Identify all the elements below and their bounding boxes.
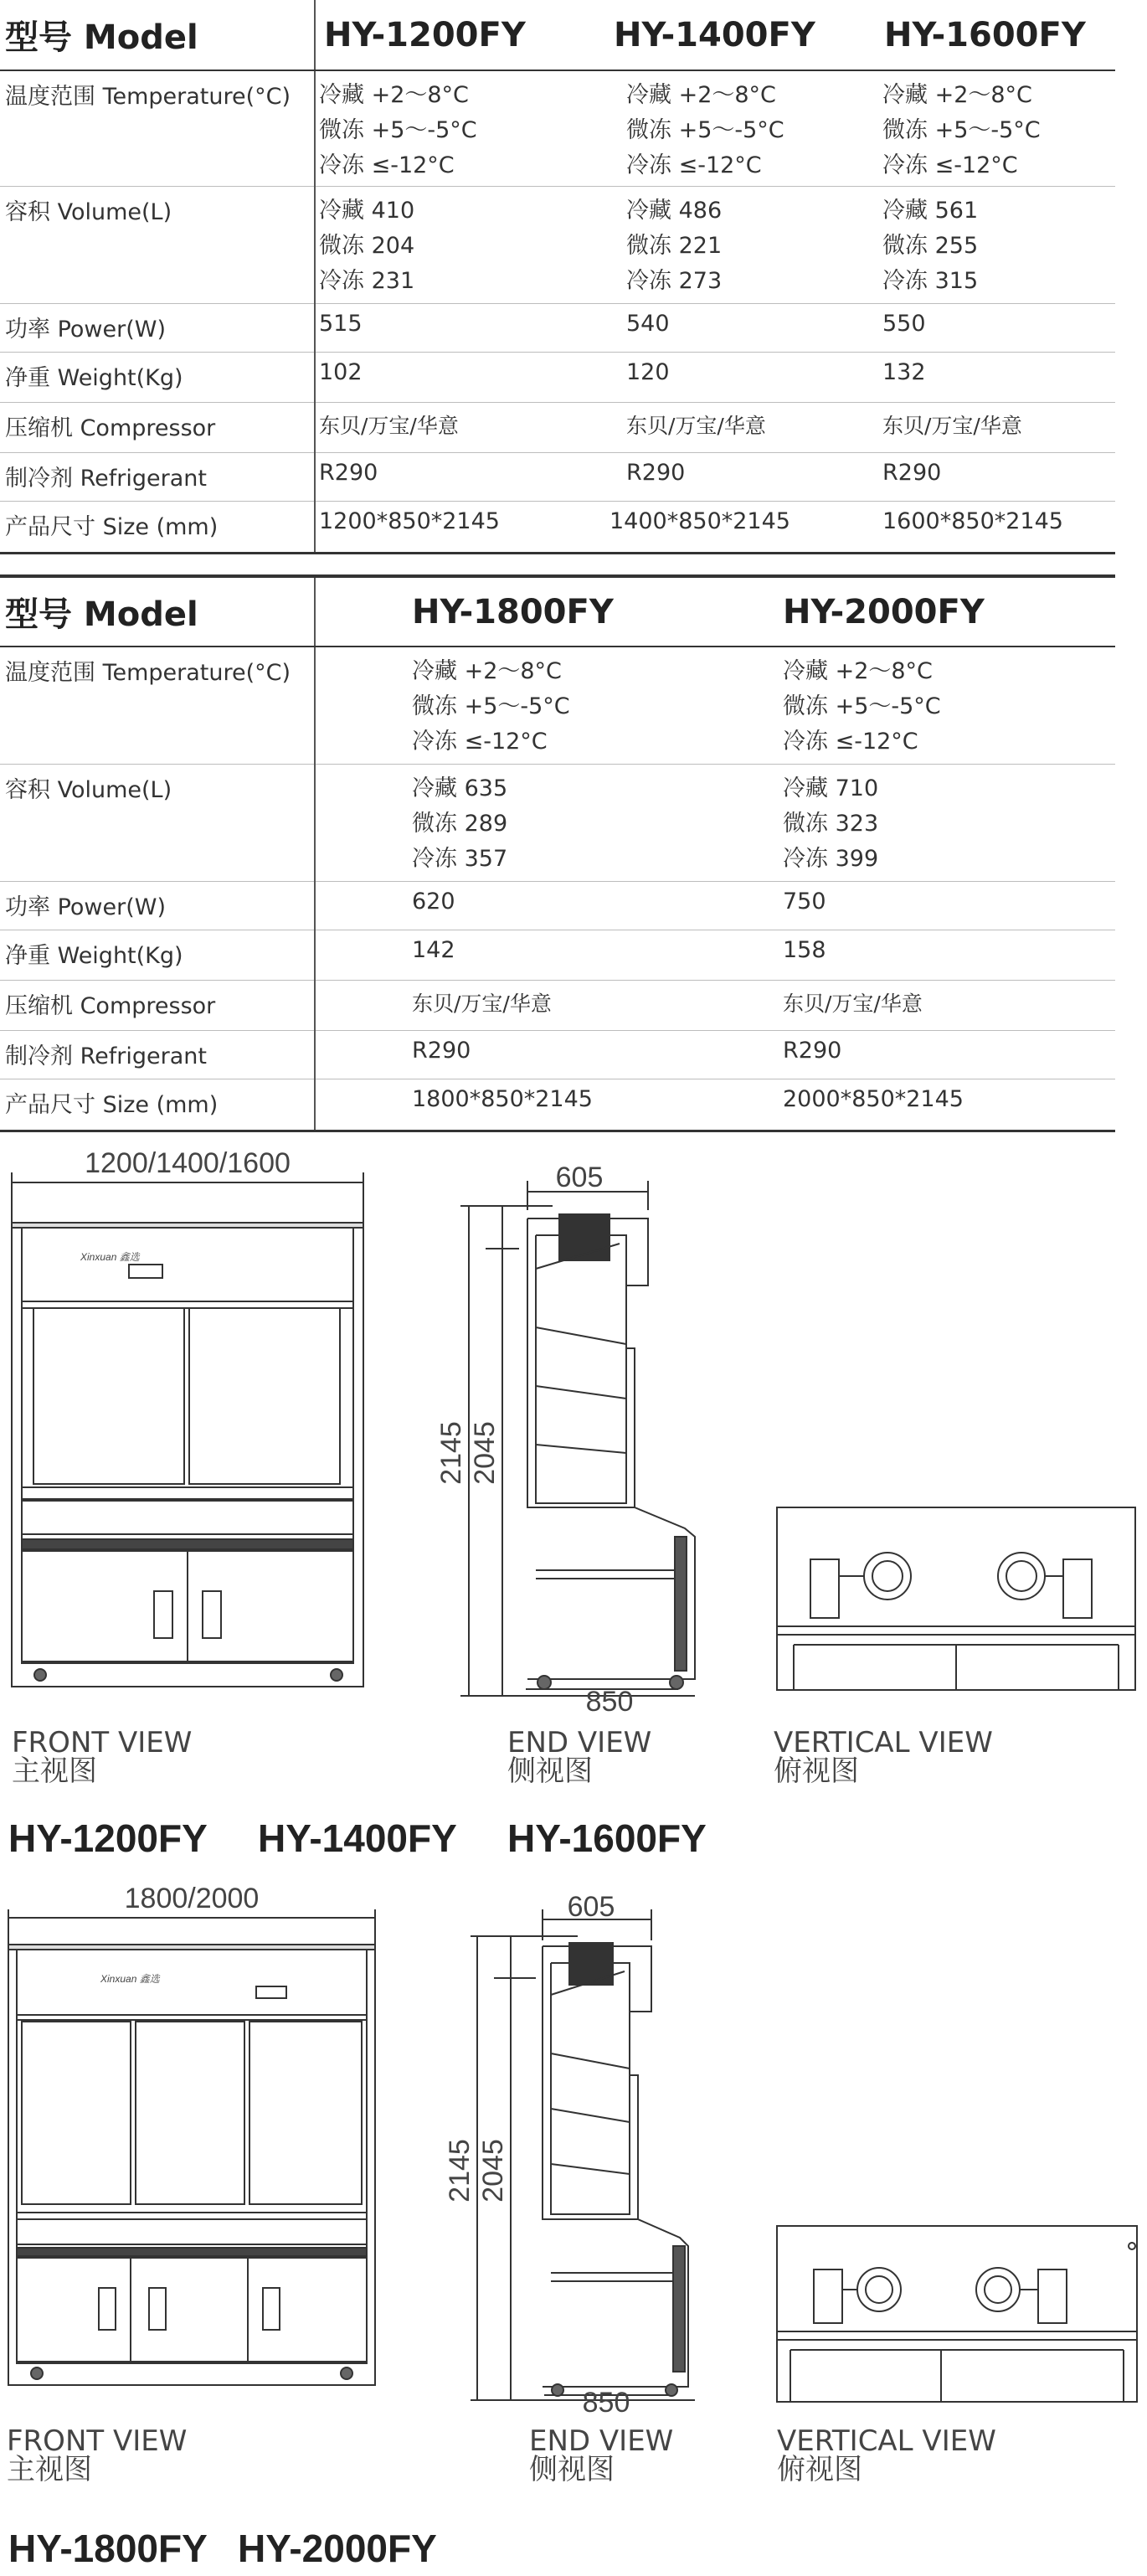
- vertical-view-label: VERTICAL VIEW 俯视图: [774, 1726, 993, 1788]
- table-cell: R290: [315, 1030, 687, 1079]
- drawing-model-3: HY-1600FY: [507, 1816, 707, 1860]
- table-cell: 620: [315, 881, 687, 930]
- row-label-volume: 容积 Volume(L): [0, 764, 315, 881]
- table-cell: 2000*850*2145: [687, 1079, 1115, 1131]
- row-label-refrigerant: 制冷剂 Refrigerant: [0, 452, 315, 501]
- row-label-power: 功率 Power(W): [0, 881, 315, 930]
- spec-table-1: [0, 0, 1115, 554]
- table-cell: 142: [315, 930, 687, 980]
- model-name: HY-1200FY: [315, 0, 597, 70]
- table-cell: 东贝/万宝/华意: [597, 402, 874, 452]
- front-width-dimension: 1200/1400/1600: [85, 1147, 291, 1179]
- end-view-drawing-1: [435, 1162, 737, 1718]
- drawing-model-1: HY-1800FY: [8, 2527, 208, 2570]
- table-cell: 550: [874, 303, 1115, 352]
- side-depth-bottom-dimension: 850: [582, 2387, 630, 2419]
- front-view-drawing-1: [0, 1139, 377, 1708]
- table-cell: R290: [315, 452, 597, 501]
- table-cell: 东贝/万宝/华意: [874, 402, 1115, 452]
- front-view-label: FRONT VIEW 主视图: [7, 2424, 188, 2486]
- row-label-compressor: 压缩机 Compressor: [0, 980, 315, 1030]
- row-label-temperature: 温度范围 Temperature(°C): [0, 647, 315, 764]
- table-cell: 750: [687, 881, 1115, 930]
- vertical-view-label: VERTICAL VIEW 俯视图: [777, 2424, 996, 2486]
- table-cell: R290: [597, 452, 874, 501]
- table-cell: R290: [874, 452, 1115, 501]
- table-cell: 1400*850*2145: [597, 501, 874, 553]
- table-cell: 冷藏 +2～8°C 微冻 +5～-5°C 冷冻 ≤-12°C: [315, 647, 687, 764]
- model-name: HY-1400FY: [597, 0, 874, 70]
- table-cell: R290: [687, 1030, 1115, 1079]
- front-view-drawing-2: [0, 1883, 385, 2405]
- table-cell: 冷藏 +2～8°C 微冻 +5～-5°C 冷冻 ≤-12°C: [597, 70, 874, 186]
- table-cell: 1600*850*2145: [874, 501, 1115, 553]
- table-cell: 515: [315, 303, 597, 352]
- drawing-model-2: HY-2000FY: [238, 2527, 437, 2570]
- table-cell: 540: [597, 303, 874, 352]
- table-cell: 冷藏 +2～8°C 微冻 +5～-5°C 冷冻 ≤-12°C: [687, 647, 1115, 764]
- model-name: HY-1600FY: [874, 0, 1115, 70]
- end-view-drawing-2: [444, 1891, 737, 2419]
- side-height-inner-dimension: 2045: [477, 2139, 509, 2202]
- vertical-view-drawing-2: [772, 2221, 1144, 2414]
- row-label-size: 产品尺寸 Size (mm): [0, 1079, 315, 1131]
- side-depth-bottom-dimension: 850: [585, 1686, 634, 1718]
- end-view-label: END VIEW 侧视图: [507, 1726, 652, 1788]
- table-cell: 102: [315, 352, 597, 402]
- table-cell: 东贝/万宝/华意: [315, 402, 597, 452]
- row-label-temperature: 温度范围 Temperature(°C): [0, 70, 315, 186]
- table-cell: 158: [687, 930, 1115, 980]
- table-cell: 132: [874, 352, 1115, 402]
- table-cell: 东贝/万宝/华意: [687, 980, 1115, 1030]
- model-header-label: 型号 Model: [0, 0, 315, 70]
- table-cell: 东贝/万宝/华意: [315, 980, 687, 1030]
- table-cell: 冷藏 710 微冻 323 冷冻 399: [687, 764, 1115, 881]
- front-width-dimension: 1800/2000: [124, 1883, 260, 1914]
- table-cell: 冷藏 635 微冻 289 冷冻 357: [315, 764, 687, 881]
- table-cell: 1200*850*2145: [315, 501, 597, 553]
- side-height-inner-dimension: 2045: [469, 1421, 501, 1485]
- row-label-weight: 净重 Weight(Kg): [0, 930, 315, 980]
- table-cell: 冷藏 486 微冻 221 冷冻 273: [597, 186, 874, 303]
- row-label-size: 产品尺寸 Size (mm): [0, 501, 315, 553]
- row-label-volume: 容积 Volume(L): [0, 186, 315, 303]
- model-name: HY-2000FY: [687, 576, 1115, 647]
- drawing-model-1: HY-1200FY: [8, 1816, 208, 1860]
- row-label-weight: 净重 Weight(Kg): [0, 352, 315, 402]
- end-view-label: END VIEW 侧视图: [529, 2424, 674, 2486]
- vertical-view-drawing-1: [770, 1501, 1139, 1702]
- spec-table-2: [0, 574, 1115, 1132]
- table-cell: 冷藏 410 微冻 204 冷冻 231: [315, 186, 597, 303]
- side-height-outer-dimension: 2145: [444, 2139, 476, 2202]
- front-view-label: FRONT VIEW 主视图: [12, 1726, 193, 1788]
- row-label-compressor: 压缩机 Compressor: [0, 402, 315, 452]
- row-label-power: 功率 Power(W): [0, 303, 315, 352]
- table-cell: 120: [597, 352, 874, 402]
- table-cell: 冷藏 561 微冻 255 冷冻 315: [874, 186, 1115, 303]
- row-label-refrigerant: 制冷剂 Refrigerant: [0, 1030, 315, 1079]
- side-depth-top-dimension: 605: [555, 1162, 604, 1193]
- table-cell: 冷藏 +2～8°C 微冻 +5～-5°C 冷冻 ≤-12°C: [874, 70, 1115, 186]
- svg-text:Xinxuan 鑫选: Xinxuan 鑫选: [80, 1251, 140, 1263]
- svg-text:Xinxuan 鑫选: Xinxuan 鑫选: [100, 1973, 160, 1985]
- model-name: HY-1800FY: [315, 576, 687, 647]
- model-header-label: 型号 Model: [0, 576, 315, 647]
- drawing-model-2: HY-1400FY: [258, 1816, 457, 1860]
- side-height-outer-dimension: 2145: [435, 1421, 467, 1485]
- table-cell: 1800*850*2145: [315, 1079, 687, 1131]
- table-cell: 冷藏 +2～8°C 微冻 +5～-5°C 冷冻 ≤-12°C: [315, 70, 597, 186]
- side-depth-top-dimension: 605: [567, 1891, 615, 1923]
